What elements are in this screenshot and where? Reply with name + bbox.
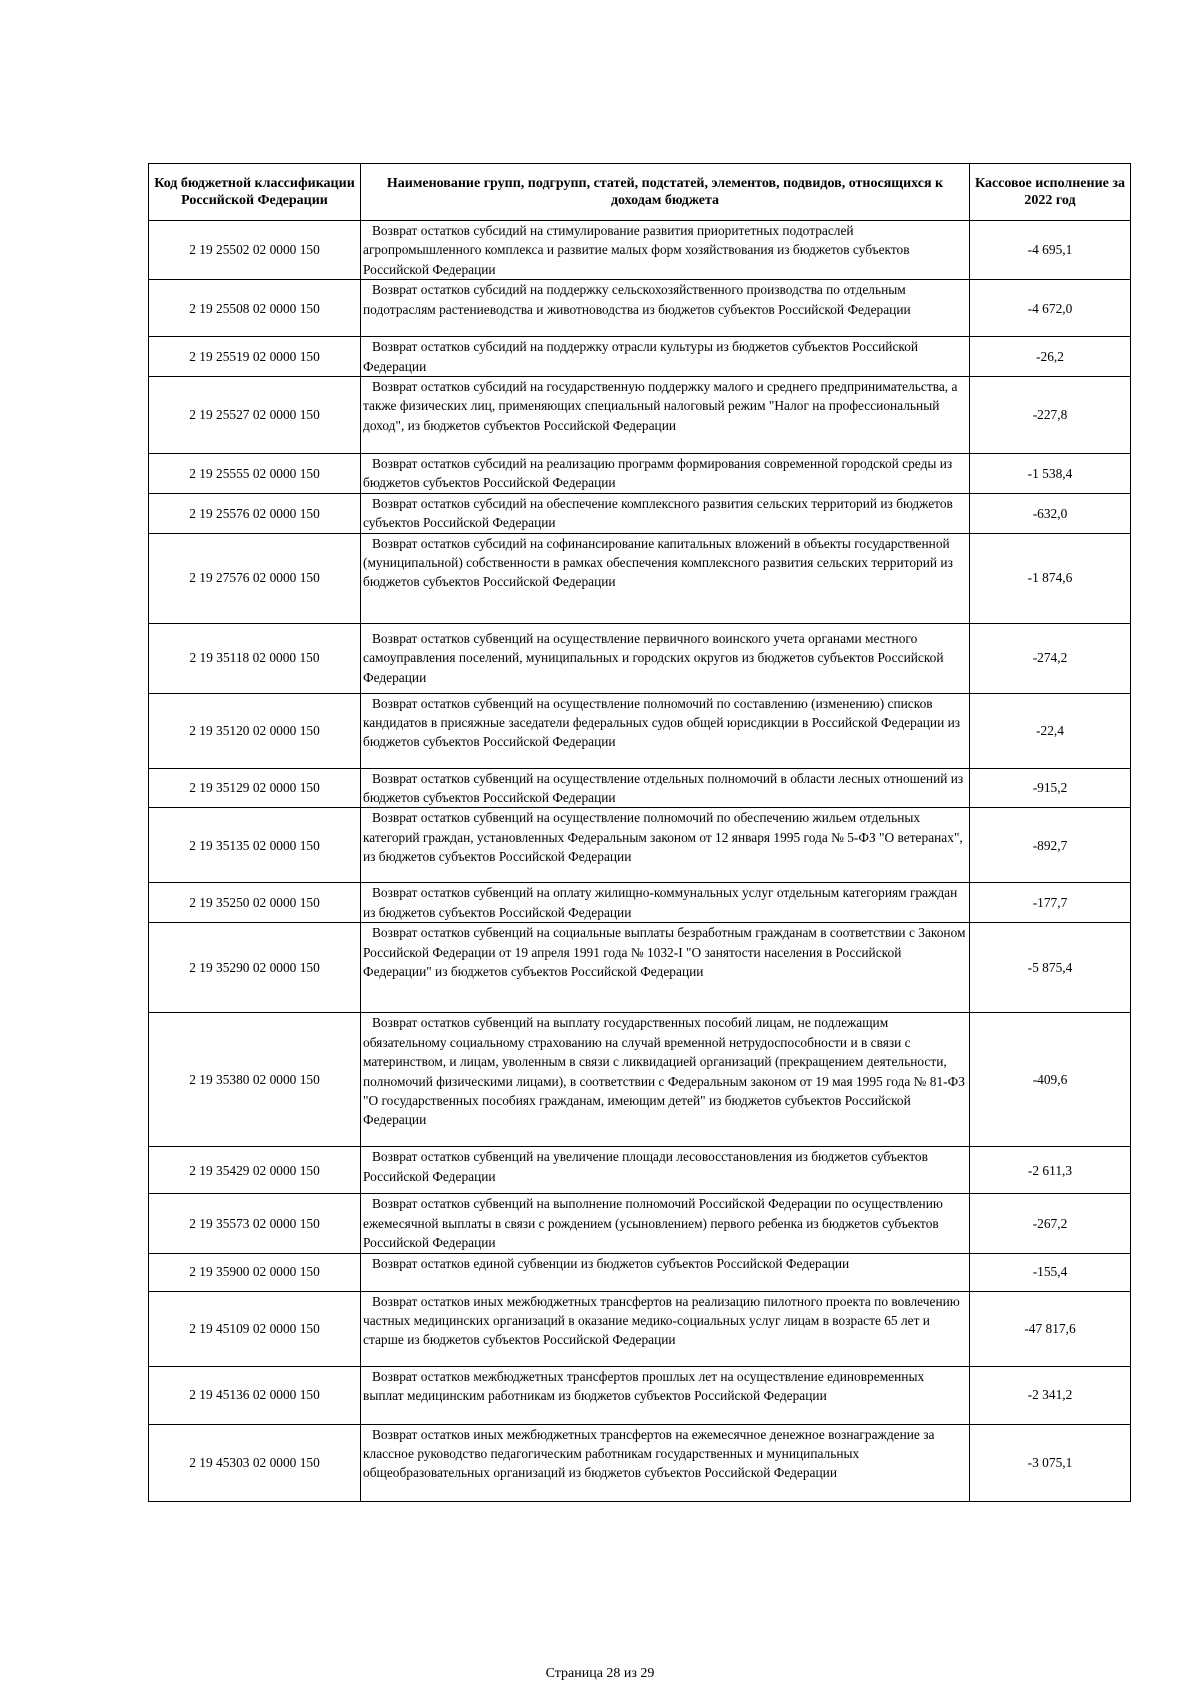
row-name-text: Возврат остатков единой субвенции из бюджетов субъектов Российской Федерации	[372, 1255, 850, 1271]
row-name	[361, 377, 970, 454]
row-name	[361, 923, 970, 1013]
row-name	[361, 623, 970, 693]
row-code: 2 19 25527 02 0000 150	[149, 377, 361, 454]
table-row	[149, 623, 1131, 693]
row-amount: -2 611,3	[970, 1147, 1131, 1194]
row-code: 2 19 35129 02 0000 150	[149, 768, 361, 808]
row-name	[361, 493, 970, 533]
row-amount: -1 874,6	[970, 533, 1131, 623]
header-amount: Кассовое исполнение за 2022 год	[970, 164, 1131, 221]
row-code: 2 19 35120 02 0000 150	[149, 693, 361, 768]
row-name-text: Возврат остатков субвенций на выполнение полномочий Российской Федерации по осуществлению ежемесячной выплаты в связи с рождением (усыновлением) первого ребенка из бюджетов субъектов Российской Федерации	[363, 1196, 943, 1251]
row-code: 2 19 45109 02 0000 150	[149, 1291, 361, 1366]
row-name-text: Возврат остатков иных межбюджетных трансфертов на реализацию пилотного проекта по вовлечению частных медицинских организаций в оказание медико-социальных услуг лицам в возрасте 65 лет и старше из бюджетов субъектов Российской Федерации	[363, 1293, 960, 1348]
row-amount: -632,0	[970, 493, 1131, 533]
row-amount: -2 341,2	[970, 1366, 1131, 1424]
row-name-text: Возврат остатков субсидий на государственную поддержку малого и среднего предпринимательства, а также физических лиц, применяющих специальный налоговый режим "Налог на профессиональный доход", из бюджетов субъектов Российской Федерации	[363, 379, 958, 433]
row-name	[361, 808, 970, 883]
row-name-text: Возврат остатков иных межбюджетных трансфертов на ежемесячное денежное вознаграждение за классное руководство педагогическим работникам государственных и муниципальных общеобразовательных организаций из бюджетов субъектов Российской Федерации	[363, 1426, 935, 1481]
table-row	[149, 1424, 1131, 1501]
row-name	[361, 1013, 970, 1147]
table-row	[149, 493, 1131, 533]
row-name-text: Возврат остатков субвенций на выплату государственных пособий лицам, не подлежащим обязательному социальному страхованию на случай временной нетрудоспособности и в связи с материнством, и лицам, уволенным в связи с ликвидацией организаций (прекращением деятельности, полномочий физическими лицами), в соответствии с Федеральным законом от 19 мая 1995 года № 81-ФЗ "О государственных пособиях гражданам, имеющим детей" из бюджетов субъектов Российской Федерации	[363, 1015, 965, 1128]
row-code: 2 19 35250 02 0000 150	[149, 883, 361, 923]
row-amount: -47 817,6	[970, 1291, 1131, 1366]
row-code: 2 19 35380 02 0000 150	[149, 1013, 361, 1147]
table-row	[149, 883, 1131, 923]
row-code: 2 19 45136 02 0000 150	[149, 1366, 361, 1424]
row-name-text: Возврат остатков субсидий на поддержку отрасли культуры из бюджетов субъектов Российской Федерации	[363, 339, 919, 374]
row-amount: -409,6	[970, 1013, 1131, 1147]
row-name	[361, 1424, 970, 1501]
row-name-text: Возврат остатков субсидий на реализацию программ формирования современной городской среды из бюджетов субъектов Российской Федерации	[363, 456, 953, 491]
row-amount: -4 672,0	[970, 280, 1131, 337]
row-name	[361, 454, 970, 494]
row-name	[361, 768, 970, 808]
row-amount: -26,2	[970, 337, 1131, 377]
row-code: 2 19 35900 02 0000 150	[149, 1253, 361, 1291]
row-name	[361, 337, 970, 377]
table-row	[149, 337, 1131, 377]
table-row	[149, 280, 1131, 337]
row-amount: -3 075,1	[970, 1424, 1131, 1501]
row-name	[361, 693, 970, 768]
table-row	[149, 923, 1131, 1013]
budget-income-table	[148, 163, 1131, 1502]
table-row	[149, 808, 1131, 883]
row-amount: -892,7	[970, 808, 1131, 883]
row-code: 2 19 25502 02 0000 150	[149, 221, 361, 280]
row-name-text: Возврат остатков субвенций на осуществление полномочий по обеспечению жильем отдельных категорий граждан, установленных Федеральным законом от 12 января 1995 года № 5-ФЗ "О ветеранах", из бюджетов субъектов Российской Федерации	[363, 810, 963, 865]
row-name	[361, 533, 970, 623]
row-amount: -4 695,1	[970, 221, 1131, 280]
row-name-text: Возврат остатков субсидий на софинансирование капитальных вложений в объекты государственной (муниципальной) собственности в рамках обеспечения комплексного развития сельских территорий из бюджетов субъектов Российской Федерации	[363, 535, 953, 590]
page-number: Страница 28 из 29	[545, 1666, 655, 1681]
row-amount: -915,2	[970, 768, 1131, 808]
row-code: 2 19 35429 02 0000 150	[149, 1147, 361, 1194]
row-name	[361, 1291, 970, 1366]
table-row	[149, 454, 1131, 494]
table-row	[149, 1194, 1131, 1253]
row-name	[361, 1253, 970, 1291]
row-code: 2 19 45303 02 0000 150	[149, 1424, 361, 1501]
row-code: 2 19 35290 02 0000 150	[149, 923, 361, 1013]
row-amount: -22,4	[970, 693, 1131, 768]
table-row	[149, 221, 1131, 280]
row-name	[361, 1147, 970, 1194]
row-name-text: Возврат остатков субвенций на социальные выплаты безработным гражданам в соответствии с Законом Российской Федерации от 19 апреля 1991 года № 1032-I "О занятости населения в Российской Федерации" из бюджетов субъектов Российской Федерации	[363, 925, 966, 980]
row-code: 2 19 35573 02 0000 150	[149, 1194, 361, 1253]
header-code: Код бюджетной классификации Российской Федерации	[149, 164, 361, 221]
row-name	[361, 1366, 970, 1424]
row-amount: -5 875,4	[970, 923, 1131, 1013]
row-name-text: Возврат остатков субвенций на осуществление первичного воинского учета органами местного самоуправления поселений, муниципальных и городских округов из бюджетов субъектов Российской Федерации	[363, 631, 944, 685]
table-header-row	[149, 164, 1131, 221]
row-name-text: Возврат остатков субвенций на осуществление отдельных полномочий в области лесных отношений из бюджетов субъектов Российской Федерации	[363, 770, 964, 806]
row-amount: -177,7	[970, 883, 1131, 923]
row-code: 2 19 25519 02 0000 150	[149, 337, 361, 377]
row-code: 2 19 27576 02 0000 150	[149, 533, 361, 623]
table-row	[149, 768, 1131, 808]
table-row	[149, 1253, 1131, 1291]
table-row	[149, 693, 1131, 768]
table-row	[149, 1366, 1131, 1424]
row-name-text: Возврат остатков межбюджетных трансфертов прошлых лет на осуществление единовременных выплат медицинским работникам из бюджетов субъектов Российской Федерации	[363, 1368, 925, 1403]
header-name: Наименование групп, подгрупп, статей, подстатей, элементов, подвидов, относящихся к доходам бюджета	[361, 164, 970, 221]
row-name	[361, 883, 970, 923]
row-name-text: Возврат остатков субсидий на поддержку сельскохозяйственного производства по отдельным подотраслям растениеводства и животноводства из бюджетов субъектов Российской Федерации	[363, 282, 911, 317]
row-name-text: Возврат остатков субвенций на осуществление полномочий по составлению (изменению) списков кандидатов в присяжные заседатели федеральных судов общей юрисдикции в Российской Федерации из бюджетов субъектов Российской Федерации	[363, 695, 961, 750]
row-amount: -155,4	[970, 1253, 1131, 1291]
row-name-text: Возврат остатков субвенций на оплату жилищно-коммунальных услуг отдельным категориям граждан из бюджетов субъектов Российской Федерации	[363, 885, 958, 920]
row-name	[361, 280, 970, 337]
row-code: 2 19 35135 02 0000 150	[149, 808, 361, 883]
table-row	[149, 1147, 1131, 1194]
row-amount: -1 538,4	[970, 454, 1131, 494]
row-code: 2 19 25555 02 0000 150	[149, 454, 361, 494]
row-name-text: Возврат остатков субсидий на обеспечение комплексного развития сельских территорий из бюджетов субъектов Российской Федерации	[363, 495, 953, 531]
row-amount: -267,2	[970, 1194, 1131, 1253]
row-amount: -274,2	[970, 623, 1131, 693]
table-row	[149, 533, 1131, 623]
row-name	[361, 221, 970, 280]
row-code: 2 19 25508 02 0000 150	[149, 280, 361, 337]
table-row	[149, 1291, 1131, 1366]
row-name-text: Возврат остатков субсидий на стимулирование развития приоритетных подотраслей агропромышленного комплекса и развитие малых форм хозяйствования из бюджетов субъектов Российской Федерации	[363, 223, 910, 277]
row-code: 2 19 35118 02 0000 150	[149, 623, 361, 693]
table-row	[149, 1013, 1131, 1147]
row-name-text: Возврат остатков субвенций на увеличение площади лесовосстановления из бюджетов субъектов Российской Федерации	[363, 1149, 928, 1184]
row-code: 2 19 25576 02 0000 150	[149, 493, 361, 533]
row-name	[361, 1194, 970, 1253]
table-row	[149, 377, 1131, 454]
row-amount: -227,8	[970, 377, 1131, 454]
